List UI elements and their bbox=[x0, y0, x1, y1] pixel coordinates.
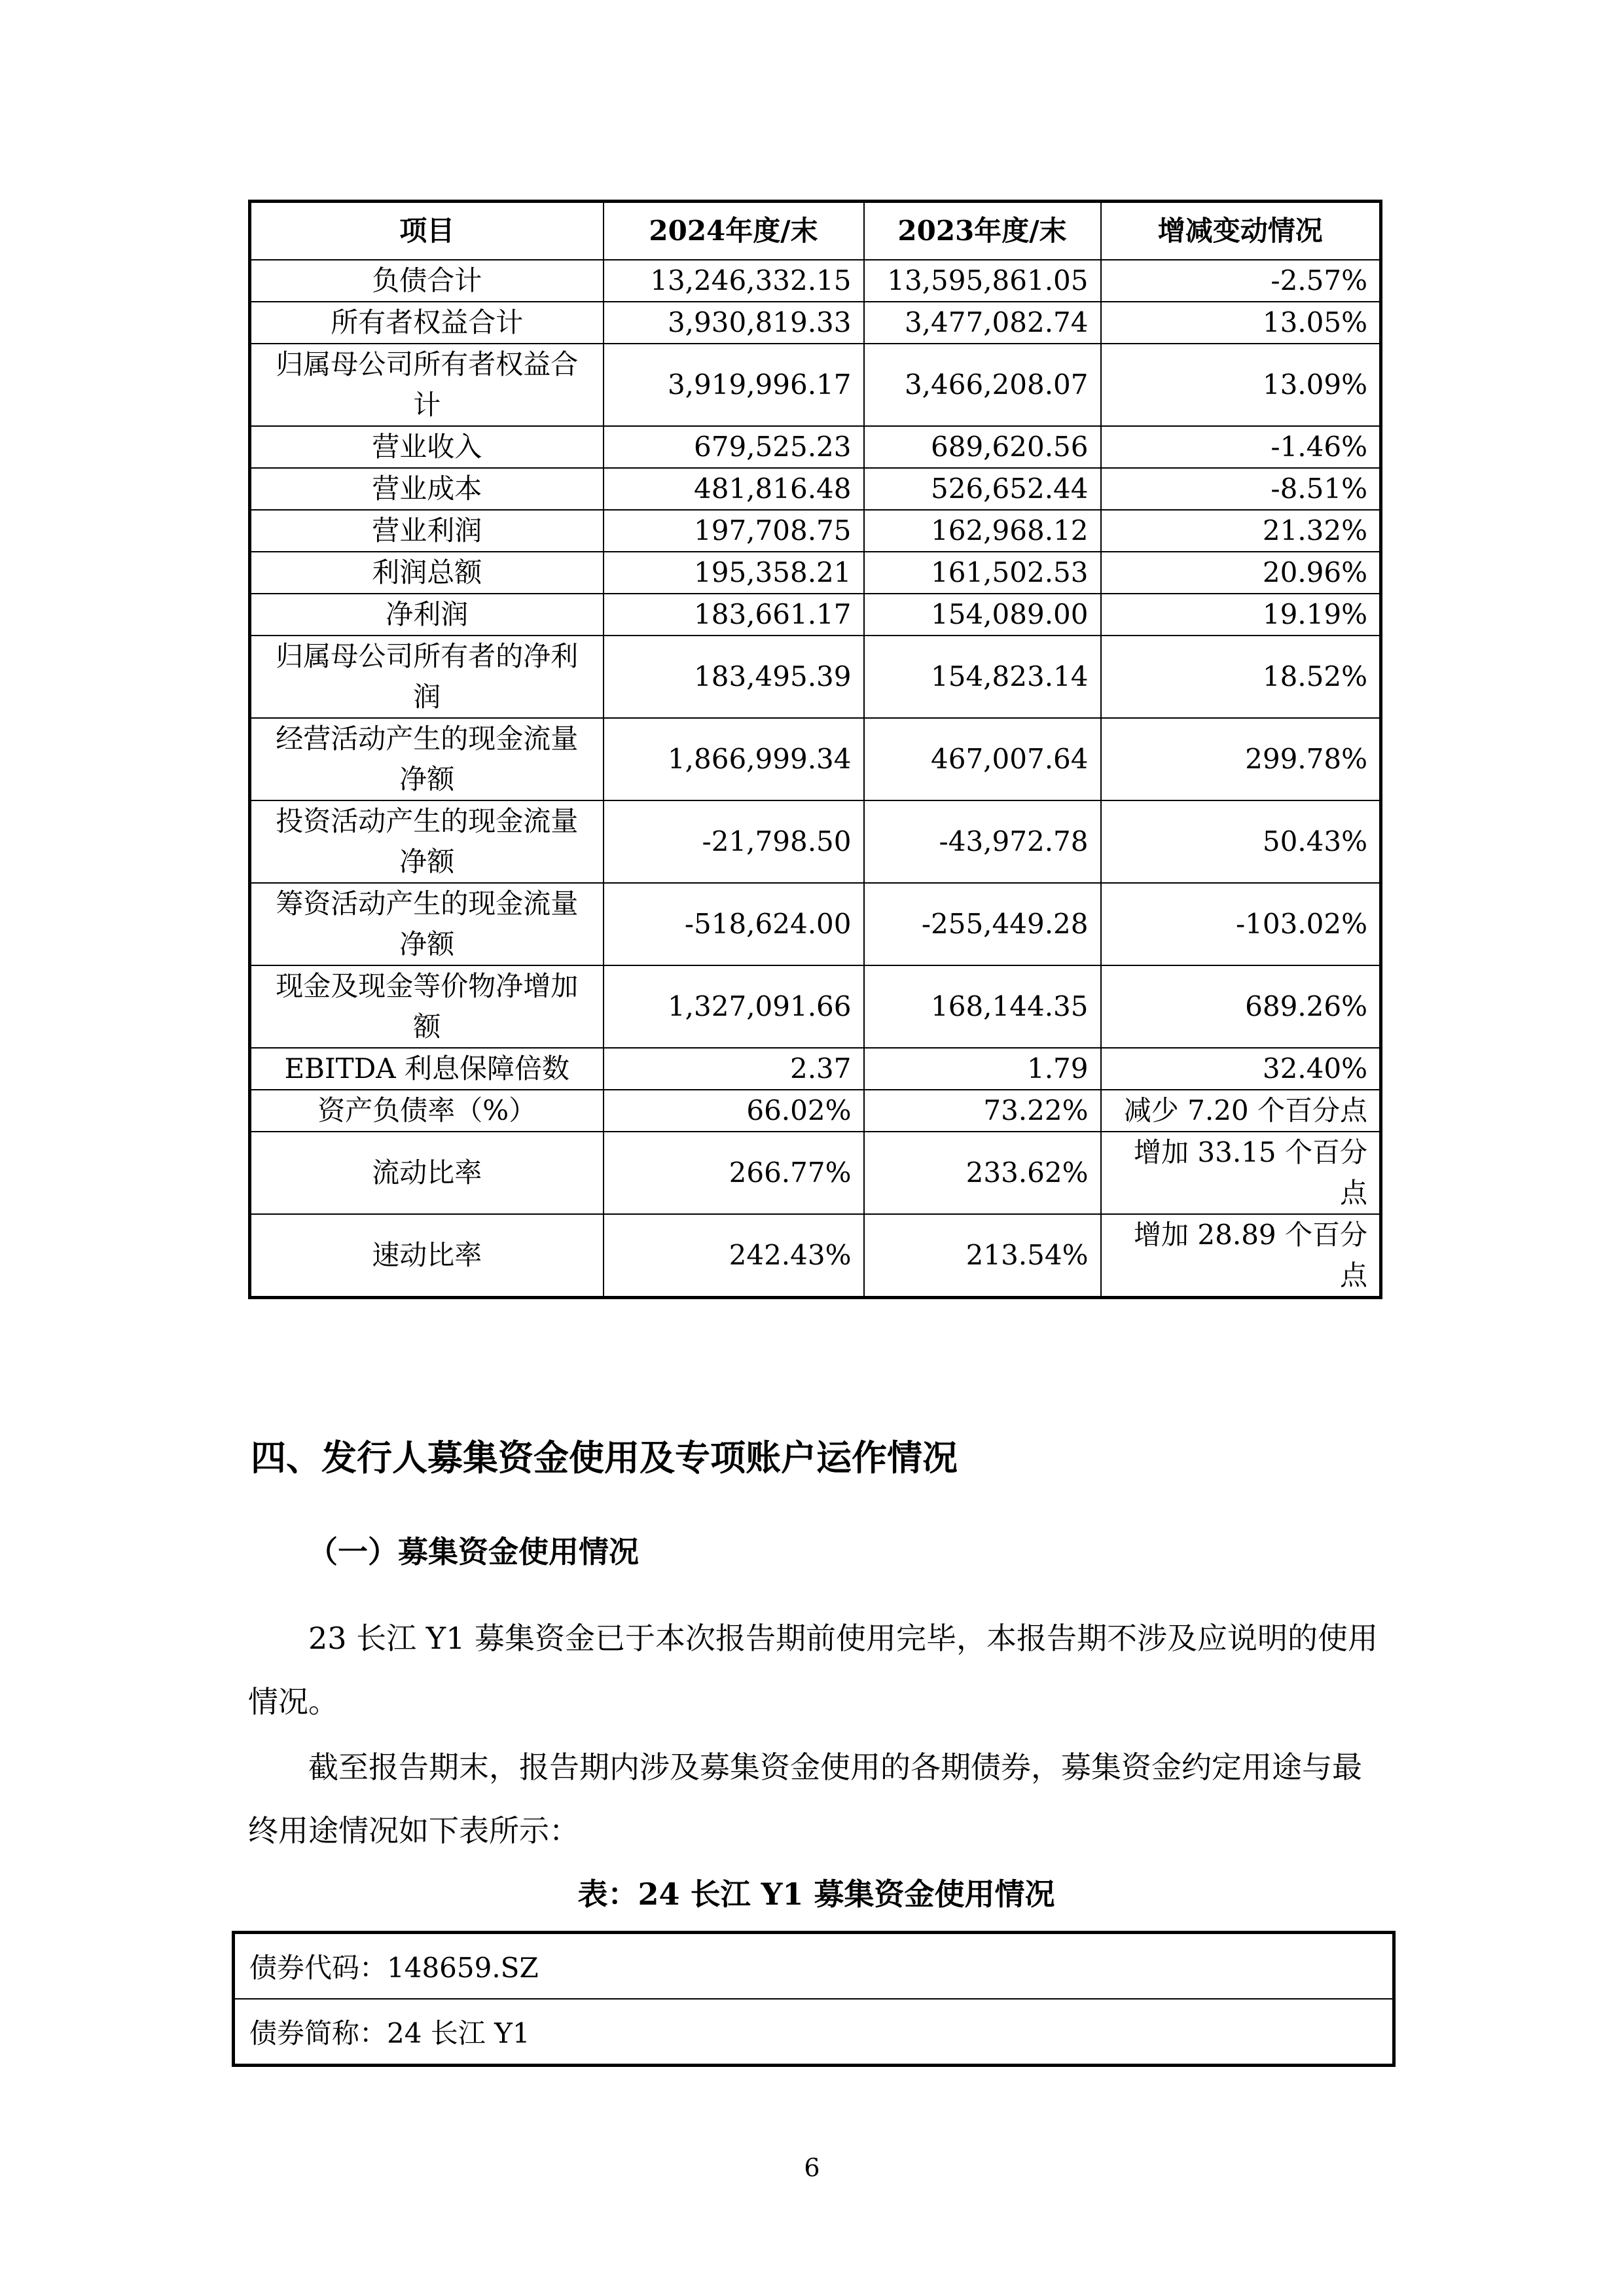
table-row bbox=[250, 468, 1381, 510]
bond-short-name-cell: 债券简称：24 长江 Y1 bbox=[234, 1999, 1394, 2066]
row-2024-cell: 3,930,819.33 bbox=[604, 302, 864, 344]
header-2024: 2024年度/末 bbox=[604, 202, 864, 260]
table-row bbox=[250, 594, 1381, 636]
row-2024-cell: 481,816.48 bbox=[604, 468, 864, 510]
row-change-cell: 299.78% bbox=[1101, 718, 1381, 800]
row-change-cell: 增加 33.15 个百分点 bbox=[1101, 1132, 1381, 1214]
table-row bbox=[250, 510, 1381, 552]
row-2023-cell: 3,466,208.07 bbox=[864, 344, 1101, 426]
table-row bbox=[250, 800, 1381, 883]
table-row bbox=[250, 1132, 1381, 1214]
bond-info-table bbox=[232, 1931, 1396, 2067]
table-row bbox=[234, 1999, 1394, 2066]
row-2024-cell: 679,525.23 bbox=[604, 426, 864, 468]
table-row bbox=[250, 965, 1381, 1048]
row-item-cell: 归属母公司所有者权益合计 bbox=[250, 344, 604, 426]
row-item-cell: 投资活动产生的现金流量净额 bbox=[250, 800, 604, 883]
row-change-cell: -2.57% bbox=[1101, 260, 1381, 302]
header-change: 增减变动情况 bbox=[1101, 202, 1381, 260]
row-item-cell: 现金及现金等价物净增加额 bbox=[250, 965, 604, 1048]
row-item-cell: 所有者权益合计 bbox=[250, 302, 604, 344]
row-item-cell: 净利润 bbox=[250, 594, 604, 636]
row-2023-cell: 1.79 bbox=[864, 1048, 1101, 1090]
table-row bbox=[250, 344, 1381, 426]
table-header-row bbox=[250, 202, 1381, 260]
table-row bbox=[250, 883, 1381, 965]
row-item-cell: 筹资活动产生的现金流量净额 bbox=[250, 883, 604, 965]
table-row bbox=[250, 636, 1381, 718]
row-2023-cell: -255,449.28 bbox=[864, 883, 1101, 965]
row-change-cell: 32.40% bbox=[1101, 1048, 1381, 1090]
row-2023-cell: 154,089.00 bbox=[864, 594, 1101, 636]
paragraph-2: 截至报告期末，报告期内涉及募集资金使用的各期债券，募集资金约定用途与最终用途情况如下表所示： bbox=[248, 1749, 1362, 1848]
row-2023-cell: -43,972.78 bbox=[864, 800, 1101, 883]
paragraph-1: 23 长江 Y1 募集资金已于本次报告期前使用完毕，本报告期不涉及应说明的使用情况。 bbox=[248, 1621, 1379, 1719]
row-change-cell: -103.02% bbox=[1101, 883, 1381, 965]
table-row bbox=[250, 718, 1381, 800]
row-2023-cell: 213.54% bbox=[864, 1214, 1101, 1298]
row-change-cell: -8.51% bbox=[1101, 468, 1381, 510]
row-change-cell: 增加 28.89 个百分点 bbox=[1101, 1214, 1381, 1298]
header-item: 项目 bbox=[250, 202, 604, 260]
row-change-cell: 689.26% bbox=[1101, 965, 1381, 1048]
row-2024-cell: 2.37 bbox=[604, 1048, 864, 1090]
row-item-cell: 负债合计 bbox=[250, 260, 604, 302]
table-caption: 表：24 长江 Y1 募集资金使用情况 bbox=[577, 1876, 1055, 1912]
table-row bbox=[234, 1933, 1394, 2000]
row-2024-cell: 183,661.17 bbox=[604, 594, 864, 636]
row-2023-cell: 526,652.44 bbox=[864, 468, 1101, 510]
row-2024-cell: 3,919,996.17 bbox=[604, 344, 864, 426]
row-change-cell: 19.19% bbox=[1101, 594, 1381, 636]
row-item-cell: 归属母公司所有者的净利润 bbox=[250, 636, 604, 718]
row-item-cell: 营业成本 bbox=[250, 468, 604, 510]
row-2024-cell: 1,327,091.66 bbox=[604, 965, 864, 1048]
row-2024-cell: -21,798.50 bbox=[604, 800, 864, 883]
bond-code-cell: 债券代码：148659.SZ bbox=[234, 1933, 1394, 2000]
row-2023-cell: 162,968.12 bbox=[864, 510, 1101, 552]
row-item-cell: 营业利润 bbox=[250, 510, 604, 552]
subsection-title: （一）募集资金使用情况 bbox=[308, 1534, 639, 1570]
row-2024-cell: 1,866,999.34 bbox=[604, 718, 864, 800]
row-change-cell: -1.46% bbox=[1101, 426, 1381, 468]
row-2023-cell: 3,477,082.74 bbox=[864, 302, 1101, 344]
table-row bbox=[250, 1090, 1381, 1132]
table-row bbox=[250, 426, 1381, 468]
row-2024-cell: 195,358.21 bbox=[604, 552, 864, 594]
row-item-cell: EBITDA 利息保障倍数 bbox=[250, 1048, 604, 1090]
row-2023-cell: 161,502.53 bbox=[864, 552, 1101, 594]
row-change-cell: 20.96% bbox=[1101, 552, 1381, 594]
row-2024-cell: -518,624.00 bbox=[604, 883, 864, 965]
row-change-cell: 减少 7.20 个百分点 bbox=[1101, 1090, 1381, 1132]
row-2023-cell: 689,620.56 bbox=[864, 426, 1101, 468]
row-change-cell: 50.43% bbox=[1101, 800, 1381, 883]
row-item-cell: 资产负债率（%） bbox=[250, 1090, 604, 1132]
table-row bbox=[250, 1048, 1381, 1090]
row-item-cell: 流动比率 bbox=[250, 1132, 604, 1214]
row-2024-cell: 266.77% bbox=[604, 1132, 864, 1214]
table-row bbox=[250, 552, 1381, 594]
row-2024-cell: 183,495.39 bbox=[604, 636, 864, 718]
row-item-cell: 利润总额 bbox=[250, 552, 604, 594]
row-change-cell: 13.09% bbox=[1101, 344, 1381, 426]
row-2023-cell: 233.62% bbox=[864, 1132, 1101, 1214]
row-2024-cell: 242.43% bbox=[604, 1214, 864, 1298]
row-2023-cell: 154,823.14 bbox=[864, 636, 1101, 718]
row-change-cell: 13.05% bbox=[1101, 302, 1381, 344]
financial-table-body bbox=[250, 260, 1381, 1298]
row-2024-cell: 197,708.75 bbox=[604, 510, 864, 552]
row-2023-cell: 168,144.35 bbox=[864, 965, 1101, 1048]
row-2024-cell: 66.02% bbox=[604, 1090, 864, 1132]
row-item-cell: 经营活动产生的现金流量净额 bbox=[250, 718, 604, 800]
table-row bbox=[250, 1214, 1381, 1298]
section-title: 四、发行人募集资金使用及专项账户运作情况 bbox=[251, 1437, 958, 1479]
financial-indicators-table bbox=[248, 200, 1382, 1299]
row-change-cell: 18.52% bbox=[1101, 636, 1381, 718]
row-2023-cell: 13,595,861.05 bbox=[864, 260, 1101, 302]
row-2024-cell: 13,246,332.15 bbox=[604, 260, 864, 302]
row-item-cell: 营业收入 bbox=[250, 426, 604, 468]
page-number: 6 bbox=[804, 2153, 820, 2182]
row-change-cell: 21.32% bbox=[1101, 510, 1381, 552]
row-2023-cell: 467,007.64 bbox=[864, 718, 1101, 800]
table-row bbox=[250, 302, 1381, 344]
row-2023-cell: 73.22% bbox=[864, 1090, 1101, 1132]
header-2023: 2023年度/末 bbox=[864, 202, 1101, 260]
table-row bbox=[250, 260, 1381, 302]
row-item-cell: 速动比率 bbox=[250, 1214, 604, 1298]
